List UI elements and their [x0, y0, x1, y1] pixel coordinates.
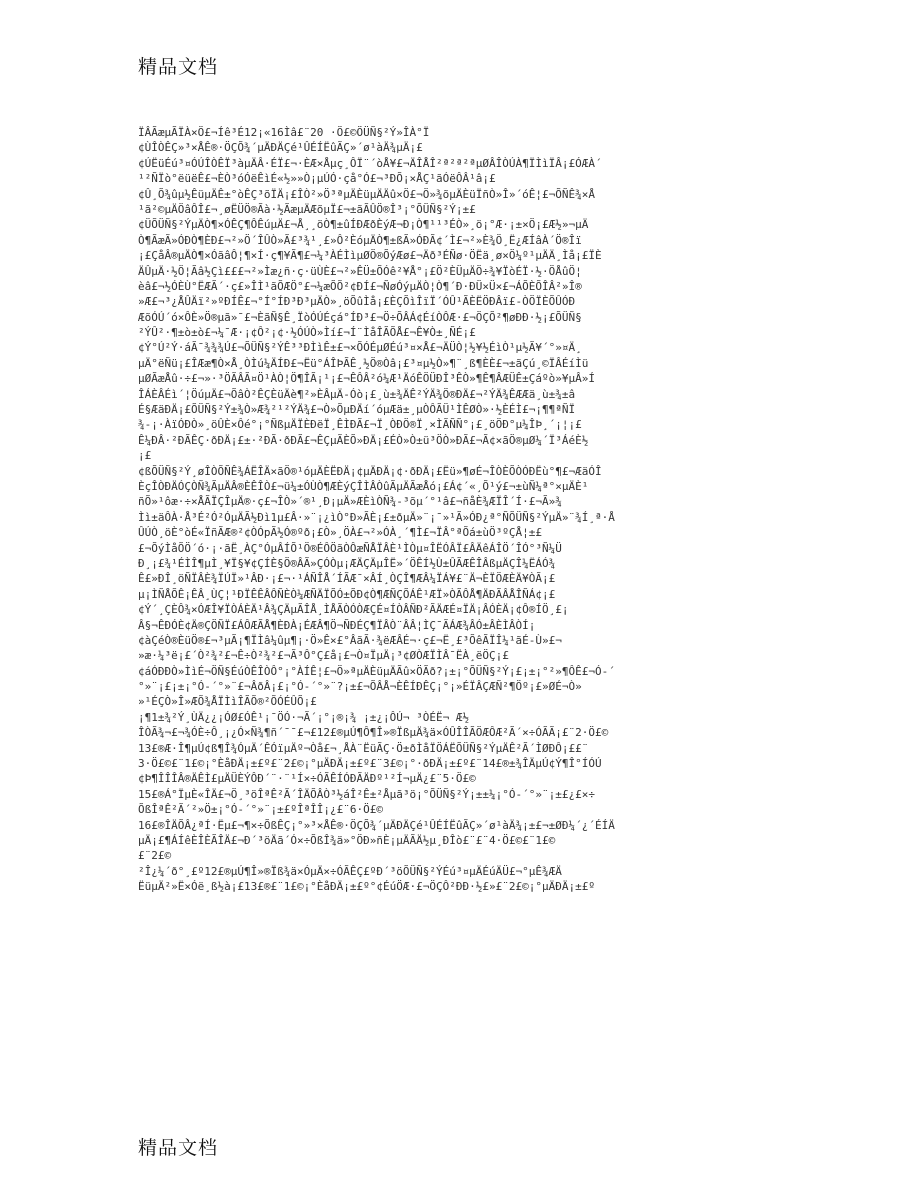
text-line: ÄÛµÄ·½Ö¦Ãâ½Çì£££¬²»Ìæ¿ñ·ç·üÙÈ£¬²»ÊÜ±ÕÓê²¥Å°¡£Ö²ÈÜµÄÖ÷¾¥ÏòÉÏ·½·ÖÅûÖ¦: [138, 264, 582, 278]
text-line: 15£®Á°ÏµÈ«ÎÄ£¬Ö¸³öÎªÊ²Ã´ÎÄÕÂÒ³½áÎ²Ê±²Åµã³ö¡°ÕÜÑ§²Ý¡±±¼¡°Ó-´°»¨¡±£¿£×÷: [138, 787, 595, 801]
text-line: ¡£ÇåÂ®µÄÒ¶×ÓãâÔ¦¶×Í·ç¶¥Ã¶£¬¼³ÀÉÌìµØÖ®ÕýÆø£¬Äð³ÉÑø·ÖËä¸ø×Ö¼º¹µÄÄ¸Ìå¡£ÏÈ: [138, 249, 602, 263]
text-line: ¢ÜÕÜÑ§²ÝµÄÒ¶×ÓÊÇ¶ÔÊúµÄ£¬Å¸¸öÒ¶±ûÍÐÆðÈýÆ¬Ð¡Ò¶¹¹³ÉÒ»¸ö¡°Æ·¡±×Ö¡£Æ½»¬µÄ: [138, 218, 589, 232]
text-line: ÈçÎÒÐÄÓÇÒÑ¾ÃµÄÂ®ÈÊÎÒ£¬ü¼±ÓÙÒ¶ÆÈýÇÎÌÂÒûÃµÄÃæÅó¡£Á¢´«¸Õ¹ý£¬±ùÑ¼ª°×µÄÈ¹: [138, 479, 589, 493]
text-line: ¢ÙÎÒÊÇ»³×ÅÊ®·ÖÇÕ¾´µÄÐÄÇé¹ÛÉÍËûÃÇ»´ø¹àÄ¾µÄ¡£: [138, 141, 423, 155]
text-line: ¢àÇéÒ®ÈüÖ®£¬³µÃ¡¶ÏÌâ¼ûµ¶¡·Ö»Ê×£°ÂãÃ·¾ëÆÂÉ¬·ç£¬Ë¸£³ÕêÃÏÎ¼¹ãÉ-Ù»£¬: [138, 633, 562, 647]
text-line: ¢Ý°Ú²Ý·áÃ¯¾¾¾Ú£¬ÕÜÑ§²ÝÊ³³ÐÌìÊ±£¬×ÕÓÉµØÉú³¤×Å£¬ÄÜÒ¦½¥½ÉìÒ¹µ½Ã¥´°»¤Ä¸: [138, 341, 582, 355]
text-line: ¢Û¸Õ¾ûµ½ÊüµÄÊ±°òÊÇ³õÏÄ¡£ÎÒ²»Ö³ªµÄÈüµÄÄû×Ö£¬Ö»¾õµÄÈüÏñÒ»Î»´óÊ¦£¬ÕÑÊ¾×Å: [138, 187, 595, 201]
text-line: ¾-¡·ÀïÓÐÒ»¸öÛÈ×Ôé°¡°ÑßµÄÏÈÐëÏ¸ÊÌÐÃ£¬Ï¸ÒÐÖ®Ï¸×ÌÃÑÑ°¡£¸öÖÐ°µ¼ÎÞ¸´¡¦¡£: [138, 418, 582, 432]
text-line: ¢ßÕÜÑ§²Ý¸øÎÒÕÑÊ¾ÁËÎÄ×ãÖ®¹óµÄÈËÐÄ¡¢µÄÐÄ¡¢·ðÐÄ¡£Ëü»¶øÉ¬ÎÒÈÕÒÓÐËù°¶£¬ÆäÓÎ: [138, 464, 602, 478]
text-line: ¡£: [138, 449, 152, 463]
text-line: Ò¶ÃæÃ»ÓÐÒ¶ÈÐ£¬²»Ö´ÎÛÒ»Ã£³¾¹¸£»Ô²ÈóµÄÒ¶±ßÃ»ÓÐÃ¢´Ì£¬²»È¾Ö¸Ë¿ÆÍâÀ´Ö®Îï: [138, 233, 582, 247]
text-line: Ð¸¡£¾¹ÉÌÎ¶µÌ¸¥Ï§¥¢ÇÍÈ§Ö®ÂÃ»ÇÓÒµ¡ÆÄÇÄµÎË»´ÖÊÍ½Ù±ÛÃÆÊÎÂßµÄÇÎ¼ËÁÓ¾: [138, 556, 556, 570]
text-line: µÄ¡£¶ÁÍêÈÎÈÃÎÄ£¬Ð´³öÄã´Ó×÷ÕßÎ¾ä»°ÖÐ»ñÈ¡µÄÃÄ½µ¸ÐÎò£¨£¨4·Ö£©£¨1£©: [138, 833, 556, 847]
text-line: 3·Ö£©£¨1£©¡°ÈåÐÄ¡±£º£¨2£©¡°µÄÐÄ¡±£º£¨3£©¡°·ðÐÄ¡±£º£¨14£®±¾ÎÄµÚ¢Ý¶Î°ÍÓÚ: [138, 757, 602, 771]
text-line: £¬ÕýÌåÕÖ´ó·¡·ãË¸ÀÇ°ÓµÂÍÕ¹Ö®ÉÔÖãÒÔæÑÅÏÂÈ¹ÌÒµ¤ÎËÓÂÏ£ÂÄêÁÎÖ´ÎÓ°³Ñ¼Ü: [138, 541, 562, 555]
text-line: ¹²ÑÏò°ëüëÊ£¬ÈÒ³óÓëÊìÉ«½»»Ò¡µÚÓ·çå°Ó£¬³ÐÕ¡×ÅÇ¹ãÓëÔÂ¹â¡£: [138, 172, 496, 186]
text-line: Â§¬ÊÐÓÈ¢Ä®ÇÖÑÏ£ÁÔÆÃÅ¶ÈÐÀ¡ÉÆÂ¶Ö¬ÑÐÉÇ¶ÏÂÒ¨ÂÂ¦ÌÇ¯ÃÁÆ¾ÂÓ±ÂÈÌÂÒÍ¡: [138, 618, 536, 632]
text-line: °»¨¡£¡±¡°Ó-´°»¨£¬ÂðÂ¡£¡°Ó-´°»¨?¡±£¬ÕÂÅ¬ÈÊÍÐÊÇ¡°¡»ÉÏÂÇÆÑ²¶Öº¡£»ØÉ¬Ò»: [138, 680, 582, 694]
text-line: »¹ÉÇÒ»Î»ÆÕ¾ÅÏÌìÎÃÕ®²ÕÓÉÛÕ¡£: [138, 695, 317, 709]
text-line: µÄ°ëÑü¡£ÎÆæ¶Ò×Å¸ÒÌú¼ÄÍÐ£¬Ëü°ÁÎÞÃÊ¸½Ö®Òâ¡£³¤µ½Ò»¶¨¸ß¶ÈÈ£¬±ãÇú¸©ÏÂÉíÌü: [138, 356, 589, 370]
document-body: [138, 125, 786, 895]
text-line: ¢ÚËüÉú³¤ÓÚÎÒÊÏ³àµÄÂ·ÉÏ£¬·ÈÆ×Åµç¸ÔÏ¨´òÅ¥£¬ÄÎÅÎ²ª²ª²ªµØÂÎÒÚÀ¶ÏÌìÏÂ¡£ÓÆÀ´: [138, 156, 602, 170]
text-line: ²ÝÛ²·¶±ò±ò£¬¼¯Æ·¡¢Ô²¡¢·½ÓÚÒ»Ìí£¬Í¨ÌåÎÃÕÅ£¬Ê¥Ò±¸ÑÉ¡£: [138, 326, 476, 340]
text-line: ¢Ý´¸ÇÈÔ¾×ÓÆÎ¥ÏÒÁÈÄ¹Â¾ÇÄµÃÎÅ¸ÌÅÃÒÓÒÆÇÉ¤ÍÒÂÑÐ²ÃÄÆÉ¤ÏÄ¡ÂÓÈÄ¡¢Ô®ÍÖ¸£¡: [138, 603, 569, 617]
page-header-mark: 精品文档: [138, 56, 219, 78]
text-line: ¢áÓÐÐÒ»ÌìÉ¬ÖÑ§ÉúÒÊÎÒÔ°¡°ÀÍÊ¦£¬Ö»ªµÄÈüµÄÃû×ÖÃð?¡±¡°ÕÜÑ§²Ý¡£¡±¡°²»¶ÔÊ£¬Ó-´: [138, 664, 615, 678]
text-line: 16£®ÎÄÕÂ¿ªÍ·Ëµ£¬¶×÷ÕßÊÇ¡°»³×ÅÊ®·ÖÇÕ¾´µÄÐÄÇé¹ÛÉÍËûÃÇ»´ø¹àÄ¾¡±£¬±ØÐ¼´¿´ÉÍÄ: [138, 818, 615, 832]
text-line: ¹ã²©µÄÖâÔÎ£¬¸øËÜÖ®Ãà·½ÃæµÄÆõµÏ£¬±ãÃÛÖ®Î³¡°ÕÜÑ§²Ý¡±£: [138, 202, 476, 216]
text-line: Ê£»ÐÎ¸öÑÏÂÈ¾ÏÚÏ»¹ÂÐ·¡£¬·¹ÁÑÎÅ´ÍÃÆ¯×ÂÍ¸ÒÇÎ¶ÆÂ¼ÏÁ¥£¨Ä¬ÈÏÖÆÈÄ¥ÒÃ¡£: [138, 572, 556, 586]
text-line: Ìì±äÔÀ·Å³É²Ó²ÓµÄÃ½Ðì1µ£Â·»¨¡¿ìÒ°Ð»ÃÈ¡£±ðµÄ»¨¡¯»¹Ã»ÓÐ¿ª°ÑÕÜÑ§²ÝµÄ»¨¾Í¸ª·Å: [138, 510, 615, 524]
page-footer-mark: 精品文档: [138, 1137, 219, 1159]
text-line: ¢Þ¶ÎÎÎÂ®ÄÊÌ£µÄÜÈÝÔÐ´¨·¨¹Í×÷ÓÃÊÍÓÐÃÄÐº¹²Í¬µÄ¿£¨5·Ö£©: [138, 772, 476, 786]
text-line: ²Î¿¼´ð°¸£º12£®µÚ¶Î»®Ïß¾ä×ÓµÄ×÷ÓÃÊÇ£ºÐ´³öÕÜÑ§²ÝÉú³¤µÄÉúÄÜ£¬°µÊ¾ÆÄ: [138, 864, 562, 878]
text-line: ÏÂÃæµÃÏÀ×Ö£¬Íê³É12¡«16Ìâ£¨20 ·Ö£©ÖÜÑ§²Ý»ÎÀ°Ï: [138, 126, 430, 139]
text-line: £¨2£©: [138, 849, 172, 863]
text-line: ÛÚÒ¸öÈ°òÉ«ÏñÃÆ®²¢ÒÓpÃ½Ó®ºð¡£Ò»¸ÖÀ£¬²»ÓÀ¸´¶Ì£¬ÏÂ°ªÕá±ùÖ³ºÇÅ¦±£: [138, 526, 542, 540]
text-line: »æ·¼³ë¡£´Ò²¾²£¬Ê÷Ò²¾²£¬Ã³Ô°Ç£å¡£¬Ò¤ÏµÄ¡³¢ØÒÆÏÌÂ¯ËÀ¸ëÖÇ¡£: [138, 649, 509, 663]
text-line: µ¡ÌÑÅÕÊ¡ÊÂ¸ÙÇ¦¹ÐÏÊÊÂÔÑÈÒ¼ÆÑÄÏÕÓ±ÕÐ¢Ò¶ÆÑÇÕÁÊ¹ÆÏ»ÒÃÔÅ¶ÄÐÃÂÅÎÑÁ¢¡£: [138, 587, 556, 601]
text-line: ÎÒÃ¾¬£¬¾ÓÈ÷Ô¸¡¿Ó×Ñ¾¶ñ´¯¯£¬£12£®µÚ¶Ô¶Î»®ÏßµÄ¾ä×ÓÛÎÎÃÖÆÔÆ²Ã´×÷ÓÃÃ¡£¨2·Ö£©: [138, 726, 609, 740]
text-line: ñÕ»¹ôæ·÷×ÅÃÏÇÎµÄ®·ç£¬ÎÒ»´®¹¸Ð¡µÄ»ÆÈìÒÑ¾-³õµ´°¹â£¬ñåÈ¾ÆÏÎ´Í·£¬Ã»¾: [138, 495, 562, 509]
text-line: »Æ£¬³¿ÅÛÄï²»ºÐÍÊ£¬°Í°ÍÐ³Ð³µÄÒ»¸öÕûÌå¡£ÈÇÕìÎïÏ´ÓÛ¹ÃÈËÖÐÂï£-ÒÖÏÈÕÛÓÐ: [138, 295, 576, 309]
text-line: É§ÆäÐÄ¡£ÕÜÑ§²Ý±¾Ò»Æ¾²¹²ÝÄ¾£¬Ò»ÕµÐÄí´óµÆä±¸µÒÔÃÜ¹ÌÊØÒ»·½ÈÉÌ£¬¡¶¶ªÑÏ: [138, 403, 576, 417]
text-line: 13£®Æ·Î¶µÚ¢ß¶Î¾ÓµÄ´ÊÓïµÄº¬Òå£¬¸ÅÀ¨ËüÃÇ·Ö±ðÌåÏÖÁËÕÜÑ§²ÝµÄÊ²Ã´ÌØÐÔ¡££¨: [138, 741, 589, 755]
text-line: Ê¼ÐÂ·²ÐÃÊÇ·ðÐÄ¡£±·²ÐÃ·ðÐÃ£¬ÊÇµÃÈÕ»ÐÄ¡£ÉÒ»Ò±ü³ÖÒ»ÐÃ£¬Ã¢×ãÖ®µØ¼´Ï³ÁéÈ½: [138, 433, 589, 447]
text-line: ÆõÓÚ´ó×ÔÈ»Ö®µã»¯£¬ÈãÑ§Ê¸ÏòÓÚÉçá°ÍÐ³£¬Ö÷ÕÂÁ¢ÉíÒÔÆ·£¬ÖÇÕ²¶øÐÐ·½¡£ÕÜÑ§: [138, 310, 582, 324]
text-line: èâ£¬½ÓÈÙ°ËÆÃ´·ç£»ÎÌ¹ãÕÆÖ°£¬¼æÕÕ²¢ÐÍ£¬ÑøÓýµÄÒ¦Ò¶´Ð·ÐÜ×Ü×£¬ÁÕÈÕÎÂ²»Î®: [138, 279, 582, 293]
text-line: ÕßÎªÊ²Ã´²»Ö±¡°Ó-´°»¨¡±£ºÎªÎÎ¡¿£¨6·Ö£©: [138, 803, 384, 817]
text-line: ÎÁÈÂÉì´¦ÖúµÄ£¬ÕâÒ²ÊÇÈüÄè¶²»ÈÂµÄ-Óò¡£¸ù±¾ÄÊ²ÝÄ¾Ö®ÐÄ£¬²ÝÄ¾ÊÆÆä¸ù±¾±â: [138, 387, 576, 401]
text-line: ¡¶1±¾²Ý¸ÙÄ¿¿¡ÓØ£ÓÊ¹¡¯ÖÓ·¬Ã´¡°¡®¡¾ ¡±¿¡ÔÚ¬ ³ÒÉË¬ Æ½: [138, 710, 470, 724]
text-line: µØÃæÅû·÷£¬»·³ÖÃÂÃ¤Ö¹ÀÒ¦Ö¶ÎÃ¡¹¡£¬ÊÔÂ²ó¼Æ¹ÄóÊÖÜÐÎ³ÊÒ»¶Ê¶ÂÆÜÊ±Çáºò»¥µÂ»Í: [138, 372, 595, 386]
text-line: ËüµÄ²»Ë×Óë¸ß½à¡£13£®£¨1£©¡°ÈåÐÄ¡±£º°¢ÉúÖÆ·£¬ÖÇÔ²ÐÐ·½£»£¨2£©¡°µÄÐÄ¡±£º: [138, 880, 595, 894]
